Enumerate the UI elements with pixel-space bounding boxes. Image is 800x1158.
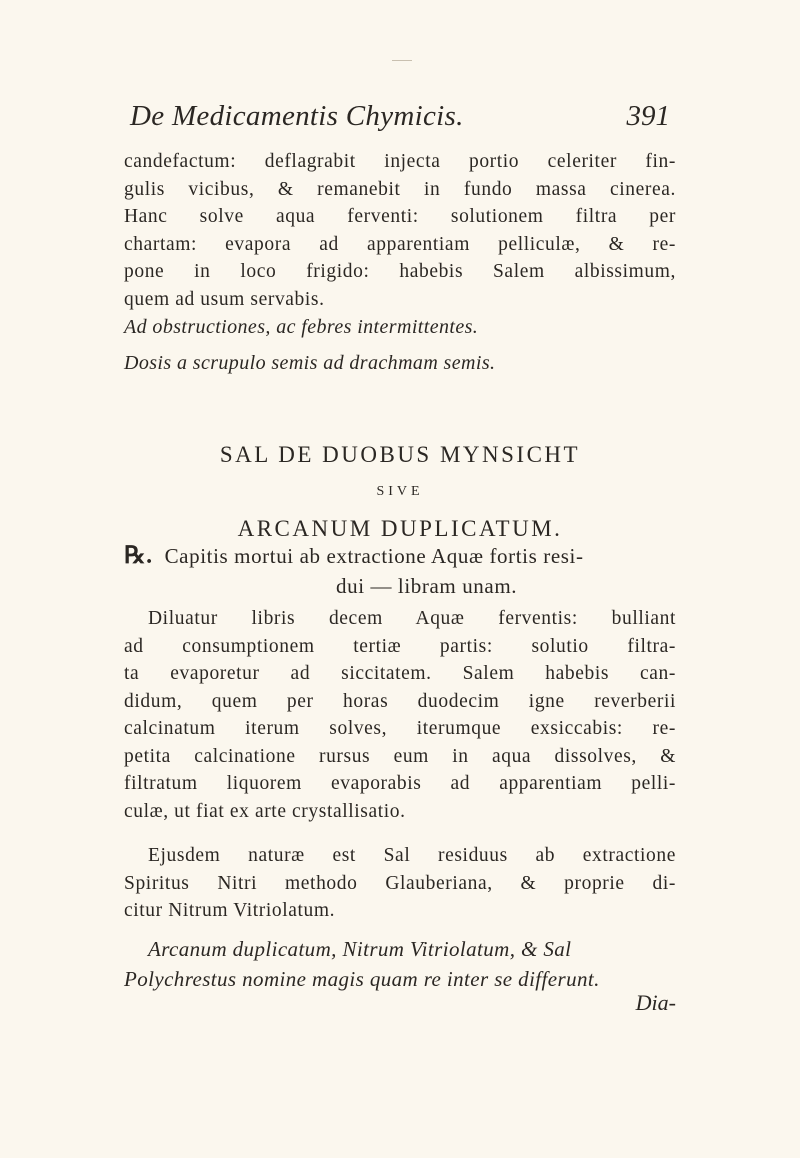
- text-line: filtratum liquorem evaporabis ad apparentiam pelli-: [124, 773, 676, 794]
- page-header: [130, 100, 670, 140]
- text-line: pone in loco frigido: habebis Salem albissimum,: [124, 261, 676, 282]
- text-line: Hanc solve aqua ferventi: solutionem filtra per: [124, 206, 676, 227]
- section-title-line-3: ARCANUM DUPLICATUM.: [237, 516, 563, 541]
- usage-line: Ad obstructiones, ac febres intermittentes.: [124, 316, 479, 338]
- text-line: ta evaporetur ad siccitatem. Salem habebis can-: [124, 663, 676, 684]
- page-number: 391: [626, 100, 670, 132]
- recipe-symbol: ℞.: [124, 543, 153, 569]
- text-line: ad consumptionem tertiæ partis: solutio filtra-: [124, 635, 676, 657]
- text-line: Spiritus Nitri methodo Glauberiana, & proprie di-: [124, 872, 676, 894]
- text-line: Arcanum duplicatum, Nitrum Vitriolatum, & Sal: [148, 937, 572, 961]
- recipe-line-2: dui — libram unam.: [336, 574, 518, 598]
- text-line: quem ad usum servabis.: [124, 288, 325, 310]
- text-line: Polychrestus nomine magis quam re inter se differunt.: [124, 967, 600, 991]
- text-line: culæ, ut fiat ex arte crystallisatio.: [124, 800, 406, 822]
- text-line: calcinatum iterum solves, iterumque exsiccabis: re-: [124, 718, 676, 739]
- recipe-text: Capitis mortui ab extractione Aquæ fortis resi-: [164, 544, 584, 568]
- text-line: Diluatur libris decem Aquæ ferventis: bulliant: [148, 608, 676, 629]
- section-title: [124, 440, 676, 544]
- paragraph-1: [124, 148, 676, 313]
- text-line: Ejusdem naturæ est Sal residuus ab extractione: [148, 845, 676, 866]
- ink-mark: [392, 60, 412, 61]
- text-line: chartam: evapora ad apparentiam pelliculæ, & re-: [124, 233, 676, 255]
- text-line: petita calcinatione rursus eum in aqua dissolves, &: [124, 745, 676, 767]
- running-title: De Medicamentis Chymicis.: [130, 100, 464, 132]
- section-title-line-1: SAL DE DUOBUS MYNSICHT: [219, 442, 581, 467]
- recipe-line-1: [124, 541, 676, 571]
- paragraph-2: [124, 605, 676, 825]
- text-line: gulis vicibus, & remanebit in fundo massa cinerea.: [124, 178, 676, 200]
- usage-block: [124, 312, 676, 378]
- catchword: Dia-: [635, 990, 676, 1015]
- section-title-line-2: SIVE: [376, 484, 424, 499]
- paragraph-4: [124, 934, 676, 994]
- recipe-block: [124, 541, 676, 601]
- paragraph-3: [124, 842, 676, 925]
- text-line: citur Nitrum Vitriolatum.: [124, 900, 336, 921]
- dosage-line: Dosis a scrupulo semis ad drachmam semis.: [124, 352, 496, 374]
- text-line: didum, quem per horas duodecim igne reverberii: [124, 690, 676, 712]
- text-line: candefactum: deflagrabit injecta portio celeriter fin-: [124, 151, 676, 172]
